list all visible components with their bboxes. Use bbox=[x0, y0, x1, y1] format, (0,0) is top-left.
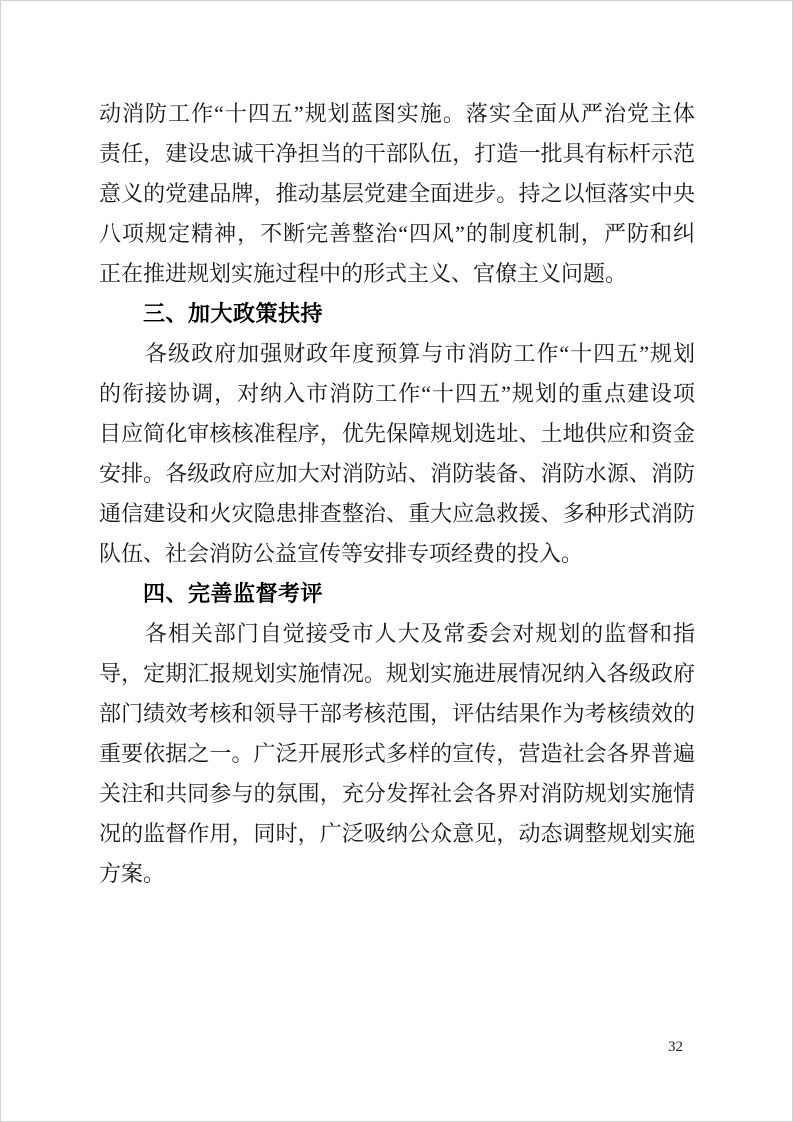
text-line: 意义的党建品牌，推动基层党建全面进步。持之以恒落实中央 bbox=[99, 181, 695, 206]
text-line: 各级政府加强财政年度预算与市消防工作“十四五”规划 bbox=[99, 341, 695, 366]
section-3-paragraph bbox=[99, 334, 695, 574]
text-line: 况的监督作用，同时，广泛吸纳公众意见，动态调整规划实施 bbox=[99, 821, 695, 846]
text-line: 的衔接协调，对纳入市消防工作“十四五”规划的重点建设项 bbox=[99, 381, 695, 406]
text-line: 重要依据之一。广泛开展形式多样的宣传，营造社会各界普遍 bbox=[99, 741, 695, 766]
text-line: 方案。 bbox=[99, 861, 166, 886]
text-line: 关注和共同参与的氛围，充分发挥社会各界对消防规划实施情 bbox=[99, 781, 695, 806]
section-4-heading: 四、完善监督考评 bbox=[143, 581, 324, 606]
text-line: 责任，建设忠诚干净担当的干部队伍，打造一批具有标杆示范 bbox=[99, 141, 695, 166]
page-number: 32 bbox=[668, 1039, 683, 1055]
text-line: 动消防工作“十四五”规划蓝图实施。落实全面从严治党主体 bbox=[99, 101, 695, 126]
text-line: 目应简化审核核准程序，优先保障规划选址、土地供应和资金 bbox=[99, 421, 695, 446]
text-line: 队伍、社会消防公益宣传等安排专项经费的投入。 bbox=[99, 541, 584, 566]
paragraph-continuation bbox=[99, 94, 695, 294]
text-line: 八项规定精神，不断完善整治“四风”的制度机制，严防和纠 bbox=[99, 221, 695, 246]
section-4-paragraph bbox=[99, 614, 695, 894]
text-line: 导，定期汇报规划实施情况。规划实施进展情况纳入各级政府 bbox=[99, 661, 695, 686]
document-body bbox=[99, 94, 695, 894]
text-line: 通信建设和火灾隐患排查整治、重大应急救援、多种形式消防 bbox=[99, 501, 695, 526]
text-line: 部门绩效考核和领导干部考核范围，评估结果作为考核绩效的 bbox=[99, 701, 695, 726]
text-line: 安排。各级政府应加大对消防站、消防装备、消防水源、消防 bbox=[99, 461, 695, 486]
section-3-heading: 三、加大政策扶持 bbox=[143, 301, 324, 326]
text-line: 正在推进规划实施过程中的形式主义、官僚主义问题。 bbox=[99, 261, 628, 286]
text-line: 各相关部门自觉接受市人大及常委会对规划的监督和指 bbox=[99, 621, 695, 646]
